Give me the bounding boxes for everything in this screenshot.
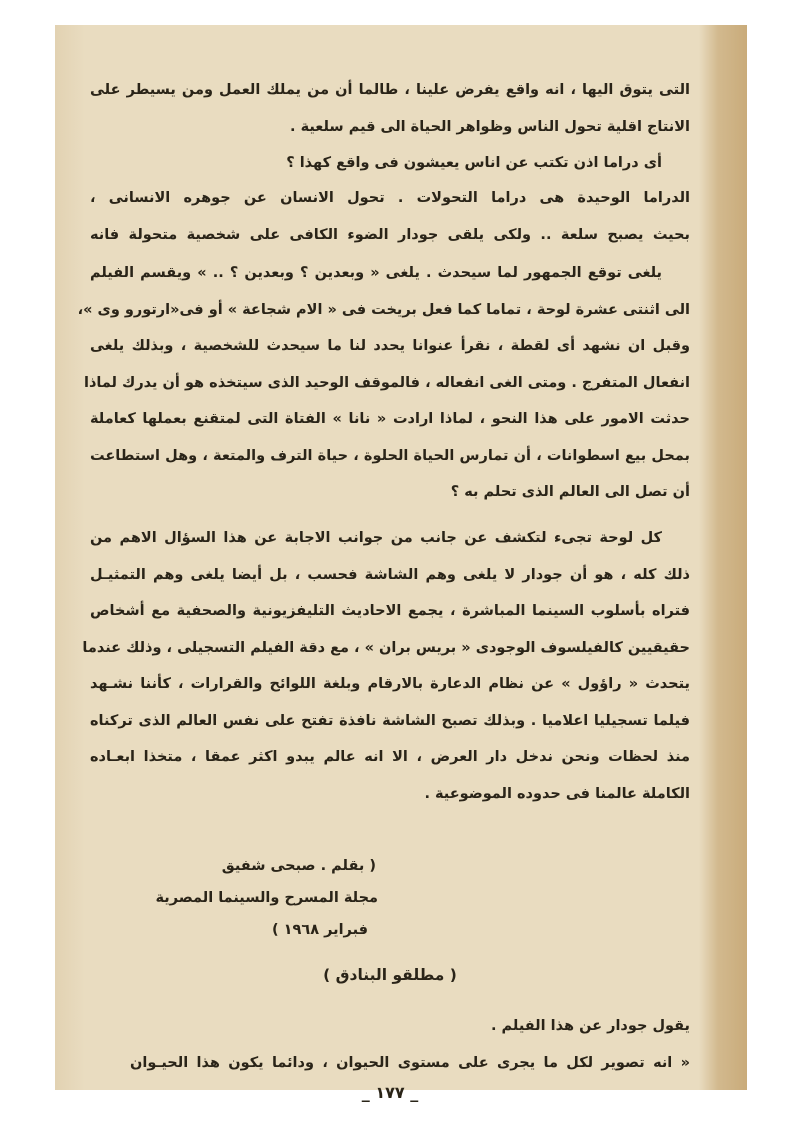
signature-date: فبراير ١٩٦٨ ) [271,922,368,938]
text-line: الكاملة عالمنا فى حدوده الموضوعية . [424,785,690,802]
text-line: كل لوحة تجىء لتكشف عن جانب من جوانب الاجابة عن هذا السؤال الاهم من [90,530,662,546]
paragraph-2 [90,145,690,182]
page-shadow-left [55,25,85,1090]
text-line: يتحدث « راؤول » عن نظام الدعارة بالارقام وبلغة اللوائح والقرارات ، كأننا نشـهد [90,676,690,692]
page-number: _ ١٧٧ _ [361,1083,419,1102]
text-line: حقيقيين كالفيلسوف الوجودى « بريس بران » ، مع دقة الفيلم التسجيلى ، وذلك عندما [82,639,690,656]
text-line: فيلما تسجيليا اعلاميا . وبذلك تصبح الشاشة نافذة تفتح على نفس العالم الذى تركناه [90,712,690,729]
text-line: يلغى توقع الجمهور لما سيحدث . يلغى « وبعدين ؟ وبعدين ؟ .. » ويقسم الفيلم [90,265,662,281]
text-line: أن تصل الى العالم الذى تحلم به ؟ [450,484,690,500]
text-line: فتراه بأسلوب السينما المباشرة ، يجمع الاحاديث التليفزيونية والصحفية مع أشخاص [90,603,690,619]
text-line: ذلك كله ، هو أن جودار لا يلغى وهم الشاشة فحسب ، بل أيضا يلغى وهم التمثيـل [90,566,690,583]
signature-author: ( بقلم . صبحى شفيق [221,858,376,874]
text-line: يقول جودار عن هذا الفيلم . [490,1018,690,1034]
text-line: أى دراما اذن تكتب عن اناس يعيشون فى واقع كهذا ؟ [286,155,662,171]
section-heading: ( مطلقو البنادق ) [323,966,457,984]
paragraph-5 [82,520,690,812]
paragraph-1 [90,72,690,145]
text-line: الانتاج اقلية تحول الناس وظواهر الحياة الى قيم سلعية . [290,118,690,135]
text-line: بحيث يصبح سلعة .. ولكى يلقى جودار الضوء الكافى على شخصية متحولة فانه [90,226,690,243]
text-line: التى يتوق اليها ، انه واقع يفرض علينا ، طالما أن من يملك العمل ومن يسيطر على [90,82,690,98]
text-line: الى اثنتى عشرة لوحة ، تماما كما فعل بريخت فى « الام شجاعة » أو فى«ارتورو وى »، [77,301,690,318]
book-spine-shadow [699,25,747,1090]
text-line: « انه تصوير لكل ما يجرى على مستوى الحيوان ، ودائما يكون هذا الحيـوان [130,1055,690,1071]
paragraph-6 [130,1008,690,1045]
signature-source: مجلة المسرح والسينما المصرية [155,890,378,906]
text-line: وقبل ان نشهد أى لقطة ، نقرأ عنوانا يحدد لنا ما سيحدث للشخصية ، وبذلك يلغى [90,338,690,354]
document-page [77,60,690,1102]
text-line: الدراما الوحيدة هى دراما التحولات . تحول الانسان عن جوهره الانسانى ، [90,190,690,206]
text-line: انفعال المتفرج . ومتى الغى انفعاله ، فالموقف الوحيد الذى سيتخذه هو أن يدرك لماذا [83,374,690,391]
paragraph-7 [130,1045,690,1082]
text-line: بمحل بيع اسطوانات ، أن تمارس الحياة الحلوة ، حياة الترف والمتعة ، وهل استطاعت [90,447,690,464]
text-line: منذ لحظات ونحن ندخل دار العرض ، الا انه عالم يبدو اكثر عمقا ، متخذا ابعـاده [90,749,690,765]
paragraph-3 [90,180,690,253]
text-line: حدثت الامور على هذا النحو ، لماذا ارادت « نانا » الفتاة التى لمتقنع بعملها كعاملة [90,411,690,427]
paragraph-4 [77,255,690,511]
